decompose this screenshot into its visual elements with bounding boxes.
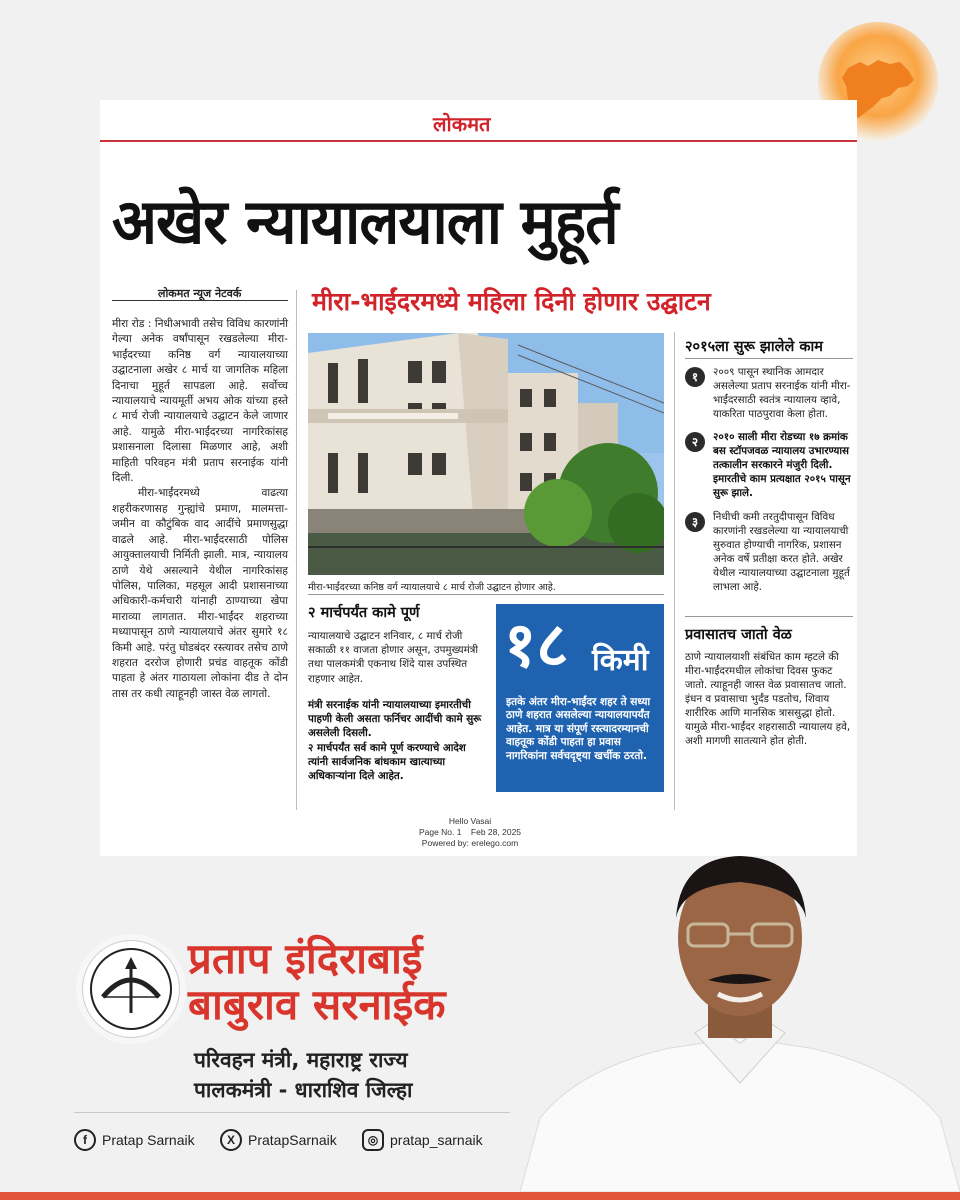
instagram-handle: pratap_sarnaik xyxy=(390,1132,483,1148)
x-handle: PratapSarnaik xyxy=(248,1132,337,1148)
article-column-middle xyxy=(308,629,488,686)
distance-fact-box xyxy=(496,604,664,792)
list-item-text: २००९ पासून स्थानिक आमदार असलेल्या प्रताप सरनाईक यांनी मीरा-भाईंदरसाठी स्वतंत्र न्यायालय व्हावे, याकरिता पाठपुरावा केला होता. xyxy=(713,366,851,420)
designation-2: पालकमंत्री - धाराशिव जिल्हा xyxy=(194,1078,413,1102)
paragraph: २ मार्चपर्यंत सर्व कामे पूर्ण करण्याचे आदेश त्यांनी सार्वजनिक बांधकाम खात्याच्या अधिकाऱ्यांना दिले आहेत. xyxy=(308,741,466,783)
social-facebook[interactable] xyxy=(74,1129,195,1151)
lokmat-logo: लोकमत xyxy=(433,112,491,136)
name-line-2: बाबुराव सरनाईक xyxy=(188,980,446,1029)
list-item xyxy=(685,510,853,594)
headline: अखेर न्यायालयाला मुहूर्त xyxy=(112,185,618,258)
masthead xyxy=(100,100,857,142)
fact-box-text: इतके अंतर मीरा-भाईंदर शहर ते सध्या ठाणे शहरात असलेल्या न्यायालयापर्यंत आहेत. मात्र या संपूर्ण रस्त्यादरम्यानची वाहतूक कोंडी पाहता हा प्रवास नागरिकांना सर्वचदृष्ट्या खर्चीक ठरतो. xyxy=(506,696,651,762)
paragraph: ठाणे न्यायालयाशी संबंधित काम म्हटले की मीरा-भाईंदरमधील लोकांचा दिवस फुकट जातो. त्याहूनही जास्त वेळ प्रवासातच जातो. xyxy=(685,651,847,691)
social-x[interactable] xyxy=(220,1129,337,1151)
article-column-right xyxy=(685,650,853,748)
name-line-1: प्रताप इंदिराबाई xyxy=(188,934,423,983)
paragraph: इंधन व प्रवासाचा भुर्दंड पडतोच, शिवाय शारीरिक आणि मानसिक त्राससुद्धा होतो. यामुळे मीरा-भाईंदर शहरासाठी न्यायालय हवे, अशी मागणी सातत्याने होत होती. xyxy=(685,693,851,747)
list-item xyxy=(685,430,853,500)
paragraph: मीरा रोड : निधीअभावी तसेच विविध कारणांनी गेल्या अनेक वर्षांपासून रखडलेल्या मीरा-भाईंदरच्या कनिष्ठ वर्ग न्यायालयाच्या उद्घाटनाला अखेर ८ मार्च या जागतिक महिला दिनाचा मुहूर्त सापडला आहे. सर्वोच्च न्यायालयाचे न्यायमूर्ती अभय ओक यांच्या हस्ते ८ मार्च रोजी न्यायालयाचे उद्घाटन केले जाणार आहे. यामुळे मीरा-भाईंदरच्या नागरिकांसह प्रशासनाला दिलासा मिळणार आहे, अशी माहिती परिवहन मंत्री प्रताप सरनाईक यांनी दिली. xyxy=(112,318,288,485)
photo-caption: मीरा-भाईंदरच्या कनिष्ठ वर्ग न्यायालयाचे ८ मार्च रोजी उद्घाटन होणार आहे. xyxy=(308,582,556,593)
article-column-left xyxy=(112,317,288,702)
section-heading: प्रवासातच जातो वेळ xyxy=(685,627,792,643)
footer-page-date: Page No. 1 Feb 28, 2025 xyxy=(418,827,522,837)
number-badge: १ xyxy=(685,367,705,387)
divider xyxy=(685,616,853,617)
number-badge: २ xyxy=(685,432,705,452)
distance-number: १८ xyxy=(504,608,569,681)
footer-source: Hello Vasai xyxy=(448,816,492,826)
court-building-photo xyxy=(308,333,664,575)
newspaper-clipping xyxy=(100,100,857,856)
paragraph: मीरा-भाईंदरमध्ये वाढत्या शहरीकरणासह गुन्ह्यांचे प्रमाण, मालमत्ता-जमीन वा कौटुंबिक वाद आदींचे प्रमाणसुद्धा वाढले आहे. मीरा-भाईंदरसाठी पोलिस आयुक्तालयाची निर्मिती झाली. मात्र, न्यायालय ठाणे येथे असल्याने येथील नागरिकांसह पोलिस, पालिका, महसूल आदी प्रशासनाच्या अधिकारी-कर्मचारी यांनाही ठाण्याच्या खेपा माराव्या लागतात. मीरा-भाईंदर शहराच्या मध्यापासून ठाणे न्यायालयाचे अंतर सुमारे १८ किमी आहे. परंतु घोडबंदर रस्त्यावर तसेच ठाणे शहरात दररोज होणारी प्रचंड वाहतूक कोंडी पाहता हे अंतर गाठायला लोकांना दीड ते दोन तास तर कधी त्याहूनही जास्त वेळ लागतो. xyxy=(112,487,288,700)
list-item xyxy=(685,365,853,421)
paragraph: न्यायालयाचे उद्घाटन शनिवार, ८ मार्च रोजी सकाळी ११ वाजता होणार असून, उपमुख्यमंत्री तथा पालकमंत्री एकनाथ शिंदे यास उपस्थित राहणार आहेत. xyxy=(308,630,479,685)
column-divider xyxy=(296,290,297,810)
divider xyxy=(685,358,853,359)
subhead: मीरा-भाईंदरमध्ये महिला दिनी होणार उद्घाटन xyxy=(312,287,711,316)
paragraph: मंत्री सरनाईक यांनी न्यायालयाच्या इमारतीची पाहणी केली असता फर्निचर आदींची कामे सुरू असलेली दिसली. xyxy=(308,699,482,740)
section-heading: २०१५ला सुरू झालेले काम xyxy=(685,339,823,355)
social-instagram[interactable] xyxy=(362,1129,483,1151)
footer-powered-by: Powered by: erelego.com xyxy=(421,838,519,848)
divider xyxy=(308,594,664,595)
distance-unit: किमी xyxy=(592,643,649,678)
number-badge: ३ xyxy=(685,512,705,532)
list-item-text: २०१० साली मीरा रोडच्या १७ क्रमांक बस स्टॉपजवळ न्यायालय उभारण्यास तत्कालीन सरकारने मंजुरी दिली. इमारतीचे काम प्रत्यक्षात २०१५ पासून सुरू झाले. xyxy=(713,431,851,499)
facebook-handle: Pratap Sarnaik xyxy=(102,1132,195,1148)
bow-arrow-emblem-icon xyxy=(82,940,180,1038)
facebook-icon: f xyxy=(74,1129,96,1151)
x-icon: X xyxy=(220,1129,242,1151)
divider xyxy=(112,300,288,301)
designation-1: परिवहन मंत्री, महाराष्ट्र राज्य xyxy=(194,1048,408,1072)
section-heading: २ मार्चपर्यंत कामे पूर्ण xyxy=(308,605,420,621)
byline: लोकमत न्यूज नेटवर्क xyxy=(158,287,242,300)
article-column-middle-bold xyxy=(308,698,488,783)
divider xyxy=(74,1112,510,1113)
person-portrait xyxy=(520,838,960,1192)
column-divider xyxy=(674,332,675,810)
instagram-icon: ◎ xyxy=(362,1129,384,1151)
bottom-accent-bar xyxy=(0,1192,960,1200)
list-item-text: निधीची कमी तरतुदीपासून विविध कारणांनी रखडलेल्या या न्यायालयाची सुरुवात होण्याची नागरिक, प्रशासन अनेक वर्षे प्रतीक्षा करत होते. अखेर येथील न्यायालयाच्या उद्घाटनाला मुहूर्त लाभला आहे. xyxy=(713,511,850,593)
